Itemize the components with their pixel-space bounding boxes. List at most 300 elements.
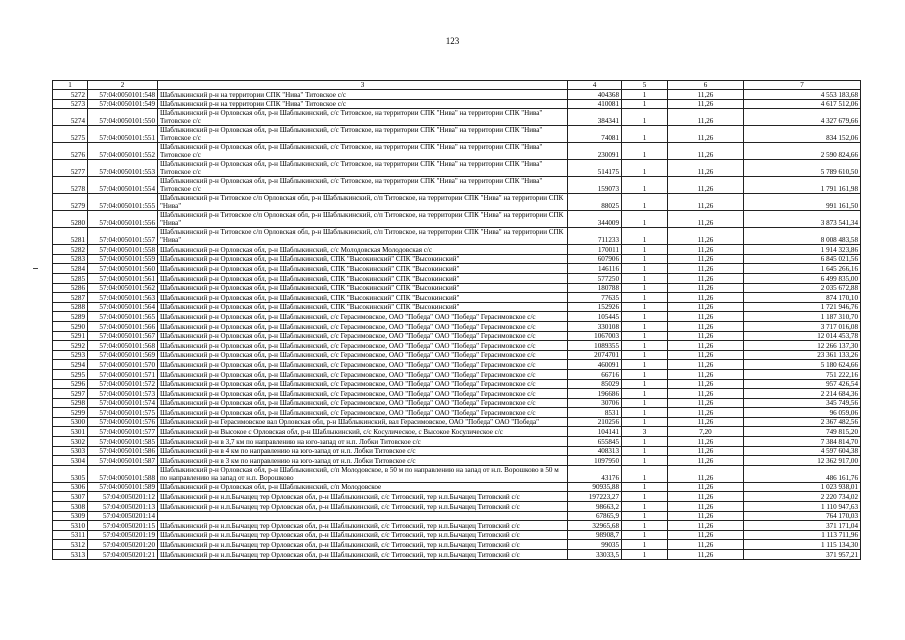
unit-price-cell: 11,26: [668, 211, 744, 228]
cadastral-number-cell: 57:04:0050101:563: [88, 293, 158, 303]
count-cell: 1: [622, 482, 668, 492]
row-number-cell: 5294: [53, 360, 88, 370]
unit-price-cell: 11,26: [668, 446, 744, 456]
row-number-cell: 5299: [53, 408, 88, 418]
count-cell: 1: [622, 417, 668, 427]
cadastral-number-cell: 57:04:0050101:559: [88, 254, 158, 264]
area-cell: 104141: [568, 427, 622, 437]
cadastral-number-cell: 57:04:0050101:556: [88, 211, 158, 228]
area-cell: 1067003: [568, 331, 622, 341]
cadastral-value-cell: 3 717 016,08: [744, 321, 861, 331]
area-cell: 105445: [568, 312, 622, 322]
unit-price-cell: 11,26: [668, 521, 744, 531]
row-number-cell: 5296: [53, 379, 88, 389]
area-cell: 146116: [568, 264, 622, 274]
column-header: 2: [88, 81, 158, 90]
area-cell: 85029: [568, 379, 622, 389]
table-row: [53, 341, 861, 351]
cadastral-number-cell: 57:04:0050101:586: [88, 446, 158, 456]
unit-price-cell: 11,26: [668, 254, 744, 264]
count-cell: 1: [622, 350, 668, 360]
count-cell: 1: [622, 331, 668, 341]
row-number-cell: 5303: [53, 446, 88, 456]
table-row: [53, 90, 861, 100]
page-number: 123: [445, 36, 460, 46]
location-description-cell: Шаблыкинский р-н Орловская обл, р-н Шаблыкинский, с/с Титовское, на территории СПК "Нива" на территории СПК "Нива" Титовское с/с: [158, 126, 568, 143]
row-number-cell: 5309: [53, 511, 88, 521]
cadastral-value-cell: 1 023 938,01: [744, 482, 861, 492]
unit-price-cell: 11,26: [668, 550, 744, 560]
cadastral-number-cell: 57:04:0050101:555: [88, 194, 158, 211]
cadastral-number-cell: 57:04:0050101:565: [88, 312, 158, 322]
table-row: [53, 446, 861, 456]
cadastral-value-cell: 4 617 512,06: [744, 99, 861, 109]
cadastral-number-cell: 57:04:0050201:15: [88, 521, 158, 531]
cadastral-number-cell: 57:04:0050101:572: [88, 379, 158, 389]
row-number-cell: 5304: [53, 456, 88, 466]
table-row: [53, 369, 861, 379]
row-number-cell: 5292: [53, 341, 88, 351]
location-description-cell: Шаблыкинский р-н Титовское с/п Орловская обл, р-н Шаблыкинский, с/п Титовское, на территории СПК "Нива" на территории СПК "Нива": [158, 194, 568, 211]
location-description-cell: Шаблыкинский р-н Орловская обл, р-н Шаблыкинский, СПК "Высокинский" СПК "Высокинский": [158, 273, 568, 283]
location-description-cell: Шаблыкинский р-н Орловская обл, р-н Шаблыкинский, с/с Титовское, на территории СПК "Нива" на территории СПК "Нива" Титовское с/с: [158, 160, 568, 177]
table-row: [53, 427, 861, 437]
location-description-cell: Шаблыкинский р-н Орловская обл, р-н Шаблыкинский, с/с Титовское, на территории СПК "Нива" на территории СПК "Нива" Титовское с/с: [158, 143, 568, 160]
count-cell: 1: [622, 530, 668, 540]
location-description-cell: [158, 511, 568, 521]
row-number-cell: 5295: [53, 369, 88, 379]
table-row: [53, 273, 861, 283]
cadastral-number-cell: 57:04:0050101:571: [88, 369, 158, 379]
count-cell: 1: [622, 254, 668, 264]
unit-price-cell: 11,26: [668, 456, 744, 466]
cadastral-value-cell: 751 222,16: [744, 369, 861, 379]
area-cell: 99035: [568, 540, 622, 550]
cadastral-number-cell: 57:04:0050101:566: [88, 321, 158, 331]
unit-price-cell: 11,26: [668, 417, 744, 427]
row-number-cell: 5291: [53, 331, 88, 341]
count-cell: 1: [622, 283, 668, 293]
area-cell: 514175: [568, 160, 622, 177]
cadastral-number-cell: 57:04:0050101:588: [88, 465, 158, 482]
table-row: [53, 511, 861, 521]
table-row: [53, 283, 861, 293]
cadastral-value-cell: 96 059,06: [744, 408, 861, 418]
land-plot-register-table: [52, 80, 861, 560]
row-number-cell: 5275: [53, 126, 88, 143]
count-cell: 1: [622, 456, 668, 466]
cadastral-number-cell: 57:04:0050101:573: [88, 389, 158, 399]
count-cell: 1: [622, 550, 668, 560]
location-description-cell: Шаблыкинский р-н Орловская обл, р-н Шаблыкинский, с/с Герасимовское, ОАО "Победа" ОАО "Победа" Герасимовское с/с: [158, 312, 568, 322]
location-description-cell: Шаблыкинский р-н Высокое с Орловская обл, р-н Шаблыкинский, с/с Косулическое, с Высокое Косулическое с/с: [158, 427, 568, 437]
cadastral-number-cell: 57:04:0050201:21: [88, 550, 158, 560]
table-row: [53, 143, 861, 160]
unit-price-cell: 11,26: [668, 502, 744, 512]
area-cell: 210256: [568, 417, 622, 427]
table-row: [53, 211, 861, 228]
count-cell: 1: [622, 312, 668, 322]
table-row: [53, 550, 861, 560]
unit-price-cell: 11,26: [668, 293, 744, 303]
cadastral-number-cell: 57:04:0050101:553: [88, 160, 158, 177]
row-number-cell: 5313: [53, 550, 88, 560]
row-number-cell: 5297: [53, 389, 88, 399]
row-number-cell: 5272: [53, 90, 88, 100]
cadastral-value-cell: 7 384 814,70: [744, 437, 861, 447]
count-cell: 1: [622, 293, 668, 303]
cadastral-value-cell: 23 361 133,26: [744, 350, 861, 360]
count-cell: 1: [622, 408, 668, 418]
location-description-cell: Шаблыкинский р-н Орловская обл, р-н Шаблыкинский, с/с Герасимовское, ОАО "Победа" ОАО "Победа" Герасимовское с/с: [158, 360, 568, 370]
cadastral-value-cell: 2 367 482,56: [744, 417, 861, 427]
cadastral-number-cell: 57:04:0050201:20: [88, 540, 158, 550]
area-cell: 460091: [568, 360, 622, 370]
count-cell: 1: [622, 99, 668, 109]
table-row: [53, 360, 861, 370]
row-number-cell: 5312: [53, 540, 88, 550]
cadastral-number-cell: 57:04:0050101:564: [88, 302, 158, 312]
table-row: [53, 437, 861, 447]
count-cell: 1: [622, 360, 668, 370]
cadastral-value-cell: 12 014 453,78: [744, 331, 861, 341]
cadastral-number-cell: 57:04:0050101:552: [88, 143, 158, 160]
unit-price-cell: 11,26: [668, 331, 744, 341]
cadastral-number-cell: 57:04:0050201:19: [88, 530, 158, 540]
count-cell: 1: [622, 194, 668, 211]
unit-price-cell: 11,26: [668, 530, 744, 540]
table-row: [53, 312, 861, 322]
location-description-cell: Шаблыкинский р-н на территории СПК "Нива" Титовское с/с: [158, 99, 568, 109]
count-cell: 1: [622, 341, 668, 351]
cadastral-value-cell: 1 110 947,63: [744, 502, 861, 512]
row-number-cell: 5278: [53, 177, 88, 194]
cadastral-value-cell: 8 008 483,58: [744, 228, 861, 245]
table-row: [53, 398, 861, 408]
location-description-cell: Шаблыкинский р-н Орловская обл, р-н Шаблыкинский, СПК "Высокинский" СПК "Высокинский": [158, 254, 568, 264]
location-description-cell: Шаблыкинский р-н н.п.Бычацец тер Орловская обл, р-н Шаблыкинский, с/с Титовский, тер н.п.Бычацец Титовский с/с: [158, 550, 568, 560]
row-number-cell: 5279: [53, 194, 88, 211]
table-row: [53, 245, 861, 255]
count-cell: 1: [622, 264, 668, 274]
area-cell: 410081: [568, 99, 622, 109]
cadastral-value-cell: 1 721 946,76: [744, 302, 861, 312]
count-cell: 1: [622, 211, 668, 228]
count-cell: 1: [622, 465, 668, 482]
cadastral-value-cell: 12 266 137,30: [744, 341, 861, 351]
table-row: [53, 99, 861, 109]
area-cell: 655845: [568, 437, 622, 447]
cadastral-number-cell: 57:04:0050101:577: [88, 427, 158, 437]
area-cell: 230091: [568, 143, 622, 160]
column-header: 3: [158, 81, 568, 90]
cadastral-value-cell: 5 180 624,66: [744, 360, 861, 370]
count-cell: 1: [622, 245, 668, 255]
row-number-cell: 5302: [53, 437, 88, 447]
table-row: [53, 379, 861, 389]
location-description-cell: Шаблыкинский р-н Орловская обл, р-н Шаблыкинский, с/с Герасимовское, ОАО "Победа" ОАО "Победа" Герасимовское с/с: [158, 321, 568, 331]
row-number-cell: 5287: [53, 293, 88, 303]
row-number-cell: 5308: [53, 502, 88, 512]
unit-price-cell: 11,26: [668, 283, 744, 293]
location-description-cell: Шаблыкинский р-н Орловская обл, р-н Шаблыкинский, с/с Герасимовское, ОАО "Победа" ОАО "Победа" Герасимовское с/с: [158, 379, 568, 389]
margin-tick-mark: [33, 268, 38, 269]
location-description-cell: Шаблыкинский р-н в 3 км по направлению на юго-запад от н.п. Лобки Титовское с/с: [158, 456, 568, 466]
location-description-cell: Шаблыкинский р-н Орловская обл, р-н Шаблыкинский, СПК "Высокинский" СПК "Высокинский": [158, 264, 568, 274]
location-description-cell: Шаблыкинский р-н Титовское с/п Орловская обл, р-н Шаблыкинский, с/п Титовское, на территории СПК "Нива" на территории СПК "Нива": [158, 211, 568, 228]
table-row: [53, 521, 861, 531]
cadastral-number-cell: 57:04:0050101:562: [88, 283, 158, 293]
area-cell: 152926: [568, 302, 622, 312]
location-description-cell: Шаблыкинский р-н Герасимовское вал Орловская обл, р-н Шаблыкинский, вал Герасимовское, ОАО "Победа" ОАО "Победа": [158, 417, 568, 427]
count-cell: 1: [622, 273, 668, 283]
count-cell: 1: [622, 502, 668, 512]
count-cell: 1: [622, 437, 668, 447]
table-row: [53, 126, 861, 143]
row-number-cell: 5310: [53, 521, 88, 531]
location-description-cell: Шаблыкинский р-н н.п.Бычацец тер Орловская обл, р-н Шаблыкинский, с/с Титовский, тер н.п.Бычацец Титовский с/с: [158, 502, 568, 512]
count-cell: 1: [622, 521, 668, 531]
unit-price-cell: 11,26: [668, 273, 744, 283]
unit-price-cell: 11,26: [668, 264, 744, 274]
count-cell: 1: [622, 160, 668, 177]
cadastral-number-cell: 57:04:0050101:587: [88, 456, 158, 466]
unit-price-cell: 11,26: [668, 312, 744, 322]
location-description-cell: Шаблыкинский р-н Орловская обл, р-н Шаблыкинский, с/с Герасимовское, ОАО "Победа" ОАО "Победа" Герасимовское с/с: [158, 398, 568, 408]
area-cell: 330108: [568, 321, 622, 331]
cadastral-value-cell: 2 590 824,66: [744, 143, 861, 160]
table-row: [53, 254, 861, 264]
cadastral-number-cell: 57:04:0050101:549: [88, 99, 158, 109]
count-cell: 1: [622, 302, 668, 312]
column-header: 7: [744, 81, 861, 90]
location-description-cell: Шаблыкинский р-н Орловская обл, р-н Шаблыкинский, с/с Молодовская Молодовская с/с: [158, 245, 568, 255]
unit-price-cell: 11,26: [668, 90, 744, 100]
count-cell: 1: [622, 177, 668, 194]
count-cell: 3: [622, 427, 668, 437]
location-description-cell: Шаблыкинский р-н Орловская обл, р-н Шаблыкинский, с/с Герасимовское, ОАО "Победа" ОАО "Победа" Герасимовское с/с: [158, 341, 568, 351]
cadastral-number-cell: 57:04:0050101:574: [88, 398, 158, 408]
cadastral-value-cell: 834 152,06: [744, 126, 861, 143]
table-row: [53, 321, 861, 331]
unit-price-cell: 11,26: [668, 143, 744, 160]
area-cell: 180788: [568, 283, 622, 293]
row-number-cell: 5284: [53, 264, 88, 274]
unit-price-cell: 11,26: [668, 540, 744, 550]
table-row: [53, 540, 861, 550]
area-cell: 711233: [568, 228, 622, 245]
area-cell: 344009: [568, 211, 622, 228]
unit-price-cell: 11,26: [668, 482, 744, 492]
count-cell: 1: [622, 540, 668, 550]
area-cell: 170011: [568, 245, 622, 255]
cadastral-number-cell: 57:04:0050101:589: [88, 482, 158, 492]
table-row: [53, 492, 861, 502]
table-row: [53, 177, 861, 194]
area-cell: 98908,7: [568, 530, 622, 540]
row-number-cell: 5277: [53, 160, 88, 177]
area-cell: 66716: [568, 369, 622, 379]
cadastral-value-cell: 6 499 835,00: [744, 273, 861, 283]
row-number-cell: 5276: [53, 143, 88, 160]
table-row: [53, 160, 861, 177]
cadastral-number-cell: 57:04:0050101:570: [88, 360, 158, 370]
count-cell: 1: [622, 143, 668, 160]
unit-price-cell: 11,26: [668, 160, 744, 177]
cadastral-value-cell: 5 789 610,50: [744, 160, 861, 177]
area-cell: 1097950: [568, 456, 622, 466]
column-header: 6: [668, 81, 744, 90]
unit-price-cell: 11,26: [668, 369, 744, 379]
count-cell: 1: [622, 511, 668, 521]
cadastral-value-cell: 371 957,21: [744, 550, 861, 560]
cadastral-value-cell: 371 171,04: [744, 521, 861, 531]
unit-price-cell: 11,26: [668, 109, 744, 126]
cadastral-value-cell: 2 220 734,02: [744, 492, 861, 502]
cadastral-value-cell: 1 791 161,98: [744, 177, 861, 194]
location-description-cell: Шаблыкинский р-н Титовское с/п Орловская обл, р-н Шаблыкинский, с/п Титовское, на территории СПК "Нива" на территории СПК "Нива": [158, 228, 568, 245]
column-header: 1: [53, 81, 88, 90]
unit-price-cell: 11,26: [668, 379, 744, 389]
table-row: [53, 417, 861, 427]
location-description-cell: Шаблыкинский р-н Орловская обл, р-н Шаблыкинский, с/п Молодовское, в 50 м по направлению на запад от н.п. Ворошково в 50 м по направлению на запад от н.п. Ворошково: [158, 465, 568, 482]
row-number-cell: 5285: [53, 273, 88, 283]
location-description-cell: Шаблыкинский р-н Орловская обл, р-н Шаблыкинский, СПК "Высокинский" СПК "Высокинский": [158, 293, 568, 303]
unit-price-cell: 11,26: [668, 126, 744, 143]
unit-price-cell: 11,26: [668, 228, 744, 245]
table-row: [53, 350, 861, 360]
row-number-cell: 5305: [53, 465, 88, 482]
table-row: [53, 331, 861, 341]
location-description-cell: Шаблыкинский р-н Орловская обл, р-н Шаблыкинский, с/с Герасимовское, ОАО "Победа" ОАО "Победа" Герасимовское с/с: [158, 331, 568, 341]
unit-price-cell: 11,26: [668, 350, 744, 360]
cadastral-number-cell: 57:04:0050101:568: [88, 341, 158, 351]
area-cell: 384341: [568, 109, 622, 126]
location-description-cell: Шаблыкинский р-н Орловская обл, р-н Шаблыкинский, с/п Молодовское: [158, 482, 568, 492]
unit-price-cell: 11,26: [668, 398, 744, 408]
row-number-cell: 5300: [53, 417, 88, 427]
area-cell: 408313: [568, 446, 622, 456]
cadastral-number-cell: 57:04:0050201:12: [88, 492, 158, 502]
cadastral-number-cell: 57:04:0050101:560: [88, 264, 158, 274]
cadastral-value-cell: 12 362 917,00: [744, 456, 861, 466]
area-cell: 67865,9: [568, 511, 622, 521]
area-cell: 30706: [568, 398, 622, 408]
unit-price-cell: 11,26: [668, 177, 744, 194]
column-header: 5: [622, 81, 668, 90]
unit-price-cell: 11,26: [668, 321, 744, 331]
row-number-cell: 5298: [53, 398, 88, 408]
table-row: [53, 502, 861, 512]
location-description-cell: Шаблыкинский р-н Орловская обл, р-н Шаблыкинский, с/с Герасимовское, ОАО "Победа" ОАО "Победа" Герасимовское с/с: [158, 389, 568, 399]
count-cell: 1: [622, 492, 668, 502]
cadastral-value-cell: 6 845 021,56: [744, 254, 861, 264]
count-cell: 1: [622, 109, 668, 126]
count-cell: 1: [622, 379, 668, 389]
location-description-cell: Шаблыкинский р-н н.п.Бычацец тер Орловская обл, р-н Шаблыкинский, с/с Титовский, тер н.п.Бычацец Титовский с/с: [158, 521, 568, 531]
area-cell: 197223,27: [568, 492, 622, 502]
column-header: 4: [568, 81, 622, 90]
table-row: [53, 194, 861, 211]
cadastral-value-cell: 4 597 604,38: [744, 446, 861, 456]
unit-price-cell: 11,26: [668, 360, 744, 370]
area-cell: 90935,88: [568, 482, 622, 492]
row-number-cell: 5286: [53, 283, 88, 293]
unit-price-cell: 11,26: [668, 302, 744, 312]
unit-price-cell: 11,26: [668, 437, 744, 447]
row-number-cell: 5273: [53, 99, 88, 109]
location-description-cell: Шаблыкинский р-н н.п.Бычацец тер Орловская обл, р-н Шаблыкинский, с/с Титовский, тер н.п.Бычацец Титовский с/с: [158, 530, 568, 540]
unit-price-cell: 11,26: [668, 511, 744, 521]
unit-price-cell: 11,26: [668, 341, 744, 351]
cadastral-number-cell: 57:04:0050101:554: [88, 177, 158, 194]
area-cell: 98663,2: [568, 502, 622, 512]
cadastral-value-cell: 1 187 310,70: [744, 312, 861, 322]
location-description-cell: Шаблыкинский р-н Орловская обл, р-н Шаблыкинский, с/с Герасимовское, ОАО "Победа" ОАО "Победа" Герасимовское с/с: [158, 369, 568, 379]
row-number-cell: 5293: [53, 350, 88, 360]
cadastral-value-cell: 486 161,76: [744, 465, 861, 482]
location-description-cell: Шаблыкинский р-н Орловская обл, р-н Шаблыкинский, с/с Титовское, на территории СПК "Нива" на территории СПК "Нива" Титовское с/с: [158, 177, 568, 194]
cadastral-value-cell: 749 815,20: [744, 427, 861, 437]
cadastral-number-cell: 57:04:0050101:558: [88, 245, 158, 255]
cadastral-value-cell: 1 115 134,30: [744, 540, 861, 550]
cadastral-value-cell: 4 327 679,66: [744, 109, 861, 126]
cadastral-value-cell: 345 749,56: [744, 398, 861, 408]
unit-price-cell: 11,26: [668, 492, 744, 502]
cadastral-value-cell: 874 170,10: [744, 293, 861, 303]
cadastral-number-cell: 57:04:0050101:567: [88, 331, 158, 341]
count-cell: 1: [622, 321, 668, 331]
row-number-cell: 5311: [53, 530, 88, 540]
count-cell: 1: [622, 369, 668, 379]
unit-price-cell: 11,26: [668, 194, 744, 211]
table-row: [53, 389, 861, 399]
table-row: [53, 228, 861, 245]
count-cell: 1: [622, 389, 668, 399]
cadastral-number-cell: 57:04:0050101:557: [88, 228, 158, 245]
row-number-cell: 5281: [53, 228, 88, 245]
table-row: [53, 456, 861, 466]
cadastral-number-cell: 57:04:0050101:561: [88, 273, 158, 283]
cadastral-value-cell: 991 161,50: [744, 194, 861, 211]
area-cell: 2074701: [568, 350, 622, 360]
unit-price-cell: 11,26: [668, 99, 744, 109]
table-row: [53, 465, 861, 482]
row-number-cell: 5289: [53, 312, 88, 322]
location-description-cell: Шаблыкинский р-н Орловская обл, р-н Шаблыкинский, СПК "Высокинский" СПК "Высокинский": [158, 302, 568, 312]
unit-price-cell: 11,26: [668, 245, 744, 255]
area-cell: 74081: [568, 126, 622, 143]
cadastral-number-cell: 57:04:0050201:13: [88, 502, 158, 512]
area-cell: 159073: [568, 177, 622, 194]
table-row: [53, 408, 861, 418]
row-number-cell: 5274: [53, 109, 88, 126]
cadastral-value-cell: 2 214 684,36: [744, 389, 861, 399]
location-description-cell: Шаблыкинский р-н Орловская обл, р-н Шаблыкинский, СПК "Высокинский" СПК "Высокинский": [158, 283, 568, 293]
row-number-cell: 5307: [53, 492, 88, 502]
area-cell: 8531: [568, 408, 622, 418]
unit-price-cell: 11,26: [668, 465, 744, 482]
location-description-cell: Шаблыкинский р-н н.п.Бычацец тер Орловская обл, р-н Шаблыкинский, с/с Титовский, тер н.п.Бычацец Титовский с/с: [158, 492, 568, 502]
unit-price-cell: 11,26: [668, 389, 744, 399]
location-description-cell: Шаблыкинский р-н Орловская обл, р-н Шаблыкинский, с/с Титовское, на территории СПК "Нива" на территории СПК "Нива" Титовское с/с: [158, 109, 568, 126]
table-row: [53, 264, 861, 274]
area-cell: 43176: [568, 465, 622, 482]
table-row: [53, 530, 861, 540]
row-number-cell: 5280: [53, 211, 88, 228]
cadastral-value-cell: 764 170,03: [744, 511, 861, 521]
row-number-cell: 5283: [53, 254, 88, 264]
